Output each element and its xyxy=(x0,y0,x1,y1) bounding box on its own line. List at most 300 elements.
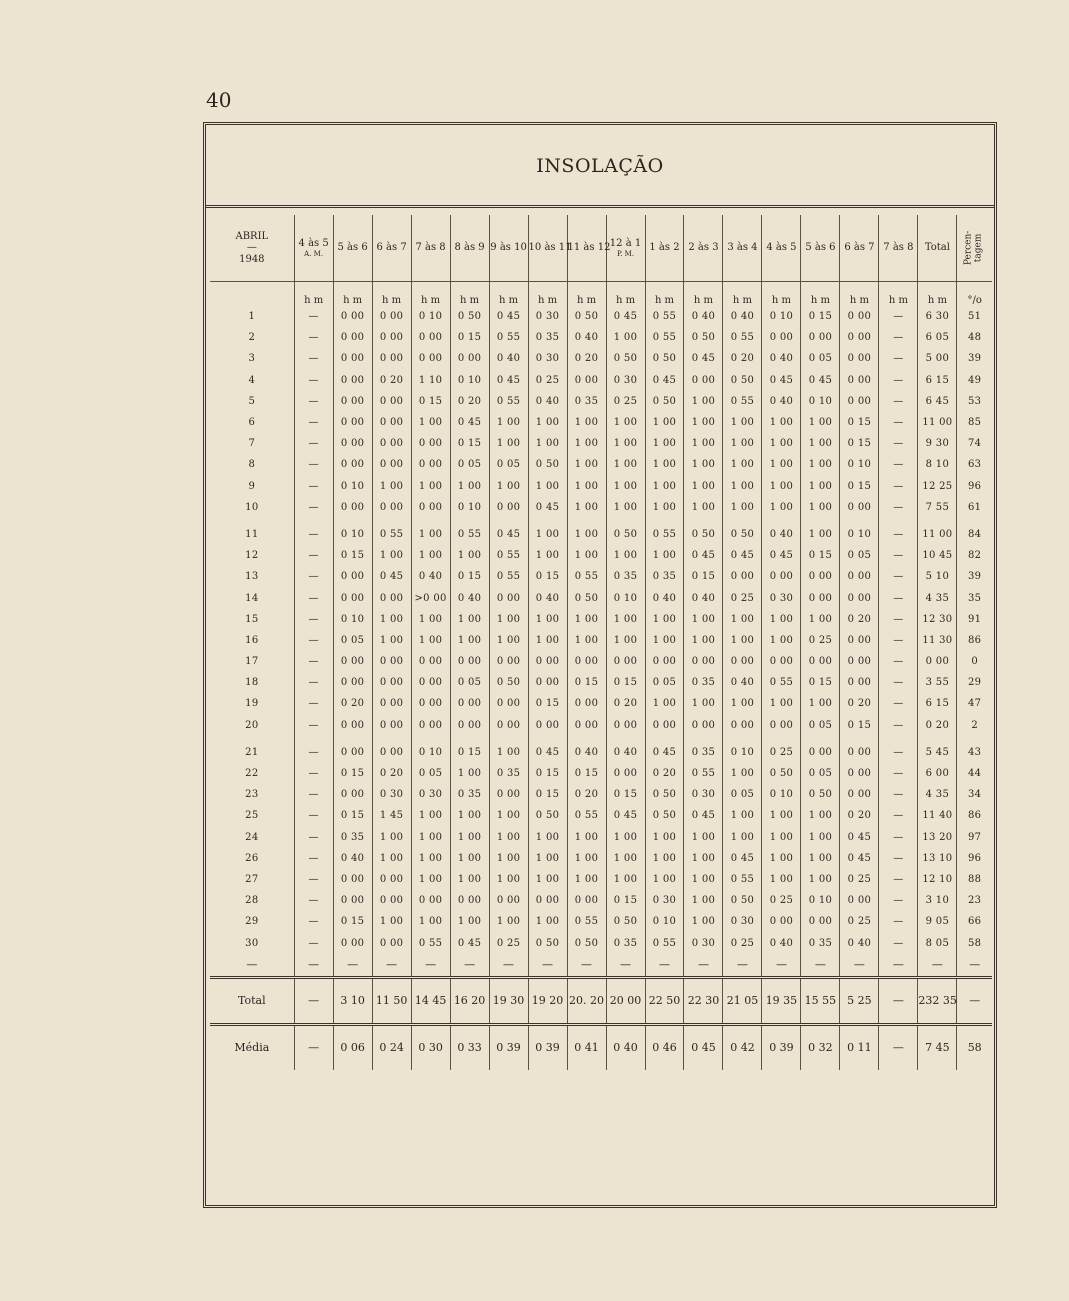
table-row xyxy=(210,433,992,454)
table-cell: 0 05 xyxy=(333,630,372,651)
table-cell: — xyxy=(879,763,918,784)
table-cell: 58 xyxy=(957,932,992,953)
table-cell: 0 00 xyxy=(333,327,372,348)
table-cell: 1 00 xyxy=(684,476,723,497)
table-cell: 19 20 xyxy=(528,977,567,1024)
table-row xyxy=(210,306,992,327)
table-cell: 0 10 xyxy=(840,454,879,475)
header-col-line: 4 às 5 xyxy=(766,242,797,254)
header-col-line: 8 às 9 xyxy=(454,242,485,254)
table-cell: 1 00 xyxy=(372,476,411,497)
table-cell: 0 00 xyxy=(333,869,372,890)
table-cell: 7 45 xyxy=(918,1024,957,1070)
table-cell: 0 00 xyxy=(372,412,411,433)
table-cell: 0 00 xyxy=(372,587,411,608)
table-cell: 1 00 xyxy=(606,848,645,869)
table-cell: 0 55 xyxy=(723,869,762,890)
table-cell: 1 00 xyxy=(645,848,684,869)
header-percentage xyxy=(957,215,992,282)
table-row xyxy=(210,869,992,890)
table-cell: 0 05 xyxy=(801,763,840,784)
table-cell: 0 45 xyxy=(723,848,762,869)
table-cell: 0 35 xyxy=(801,932,840,953)
table-cell: 1 00 xyxy=(684,609,723,630)
table-cell: 1 00 xyxy=(372,545,411,566)
table-cell: — xyxy=(840,954,879,978)
table-cell: 0 20 xyxy=(840,609,879,630)
table-cell: 0 10 xyxy=(411,306,450,327)
table-cell: 232 35 xyxy=(918,977,957,1024)
table-cell: 0 00 xyxy=(762,911,801,932)
table-cell: 0 40 xyxy=(762,932,801,953)
table-cell: 0 15 xyxy=(528,693,567,714)
table-cell: h m xyxy=(489,282,528,307)
table-row xyxy=(210,412,992,433)
table-cell: 34 xyxy=(957,784,992,805)
table-cell: 39 xyxy=(957,566,992,587)
table-cell: — xyxy=(879,827,918,848)
header-col-5 xyxy=(489,215,528,282)
table-cell: 0 10 xyxy=(450,497,489,518)
header-col-line: Total xyxy=(924,242,950,254)
table-cell: 1 00 xyxy=(567,497,606,518)
table-cell: 1 00 xyxy=(528,524,567,545)
table-cell: 0 05 xyxy=(723,784,762,805)
table-row xyxy=(210,609,992,630)
table-cell: 0 50 xyxy=(684,524,723,545)
table-cell: — xyxy=(879,412,918,433)
header-col-3 xyxy=(411,215,450,282)
table-cell: — xyxy=(645,954,684,978)
table-cell: 21 05 xyxy=(723,977,762,1024)
table-cell: 1 00 xyxy=(489,848,528,869)
table-cell: — xyxy=(879,977,918,1024)
table-cell: 1 00 xyxy=(606,497,645,518)
table-cell: — xyxy=(294,784,333,805)
table-cell: h m xyxy=(840,282,879,307)
table-cell: 0 40 xyxy=(840,932,879,953)
table-cell: 3 10 xyxy=(918,890,957,911)
table-cell: 0 40 xyxy=(411,566,450,587)
table-cell: — xyxy=(879,672,918,693)
table-cell: 43 xyxy=(957,742,992,763)
table-cell: 0 15 xyxy=(840,476,879,497)
table-cell: >0 00 xyxy=(411,587,450,608)
table-cell: 0 00 xyxy=(567,651,606,672)
table-cell: 9 05 xyxy=(918,911,957,932)
table-cell: 1 00 xyxy=(684,890,723,911)
table-cell xyxy=(210,282,294,307)
table-cell: 0 35 xyxy=(684,672,723,693)
header-col-line: 4 às 5 xyxy=(298,238,329,250)
table-cell: 0 25 xyxy=(762,890,801,911)
table-cell: 85 xyxy=(957,412,992,433)
table-row xyxy=(210,391,992,412)
table-cell: 0 00 xyxy=(333,890,372,911)
table-cell: 0 00 xyxy=(606,763,645,784)
table-cell: — xyxy=(606,954,645,978)
table-cell: 12 25 xyxy=(918,476,957,497)
table-cell: 0 10 xyxy=(450,370,489,391)
table-cell: — xyxy=(294,524,333,545)
table-cell: 1 00 xyxy=(528,545,567,566)
table-cell: 0 15 xyxy=(567,763,606,784)
table-cell: 0 00 xyxy=(411,433,450,454)
table-cell: 1 00 xyxy=(606,827,645,848)
table-cell: 0 39 xyxy=(528,1024,567,1070)
table-cell: 1 00 xyxy=(567,433,606,454)
table-cell: — xyxy=(294,630,333,651)
table-cell: 5 45 xyxy=(918,742,957,763)
table-cell: 0 00 xyxy=(333,412,372,433)
table-cell: 0 55 xyxy=(645,524,684,545)
table-cell: 0 25 xyxy=(528,370,567,391)
table-cell: — xyxy=(879,545,918,566)
table-cell: 1 00 xyxy=(450,911,489,932)
table-cell: 0 45 xyxy=(762,545,801,566)
dash-row xyxy=(210,954,992,978)
table-cell: 0 30 xyxy=(372,784,411,805)
table-cell: 0 45 xyxy=(528,497,567,518)
table-cell: 1 00 xyxy=(372,911,411,932)
table-cell: 1 00 xyxy=(645,454,684,475)
header-col-line: 11 às 12 xyxy=(567,242,611,254)
table-cell: 0 45 xyxy=(801,370,840,391)
table-cell: 1 00 xyxy=(762,609,801,630)
header-col-line: P. M. xyxy=(616,249,635,258)
table-cell: 0 25 xyxy=(762,742,801,763)
table-cell: 1 00 xyxy=(489,412,528,433)
header-col-7 xyxy=(567,215,611,282)
table-cell: 0 00 xyxy=(840,784,879,805)
table-cell: 0 15 xyxy=(840,715,879,736)
table-cell: 0 10 xyxy=(411,742,450,763)
table-cell: 0 00 xyxy=(372,327,411,348)
table-cell: — xyxy=(567,954,606,978)
table-cell: 1 00 xyxy=(567,869,606,890)
table-cell: 1 00 xyxy=(801,476,840,497)
table-cell: 0 15 xyxy=(567,672,606,693)
table-cell: 0 40 xyxy=(450,587,489,608)
table-cell: 1 00 xyxy=(489,742,528,763)
table-cell: 0 55 xyxy=(489,566,528,587)
table-cell: 0 00 xyxy=(372,454,411,475)
table-cell: — xyxy=(957,954,992,978)
table-cell: h m xyxy=(879,282,918,307)
table-cell: 3 55 xyxy=(918,672,957,693)
table-cell: 6 15 xyxy=(918,693,957,714)
table-cell: 86 xyxy=(957,630,992,651)
table-cell: 1 00 xyxy=(528,433,567,454)
page-number: 40 xyxy=(206,88,232,112)
table-cell: — xyxy=(294,476,333,497)
table-cell: 84 xyxy=(957,524,992,545)
table-cell: 8 xyxy=(248,459,256,471)
table-cell: 29 xyxy=(245,916,259,928)
table-cell: h m xyxy=(645,282,684,307)
table-cell: — xyxy=(294,370,333,391)
table-cell: — xyxy=(210,954,294,978)
insolation-table xyxy=(210,215,992,1070)
header-col-line: 6 às 7 xyxy=(376,242,407,254)
table-cell: — xyxy=(879,1024,918,1070)
table-cell: 1 00 xyxy=(684,869,723,890)
table-cell: — xyxy=(879,609,918,630)
table-cell: 1 00 xyxy=(528,630,567,651)
table-cell: 0 15 xyxy=(450,566,489,587)
table-cell: 1 00 xyxy=(606,433,645,454)
table-cell: 0 15 xyxy=(840,433,879,454)
table-cell: 19 30 xyxy=(489,977,528,1024)
table-cell: 0 55 xyxy=(684,763,723,784)
table-cell: — xyxy=(801,954,840,978)
table-cell: 27 xyxy=(245,873,259,885)
table-cell: 0 00 xyxy=(762,566,801,587)
table-cell: 1 00 xyxy=(489,827,528,848)
table-cell: 1 00 xyxy=(645,693,684,714)
table-cell: 0 30 xyxy=(645,890,684,911)
table-cell: 3 xyxy=(248,353,256,365)
header-col-line: 5 às 6 xyxy=(805,242,836,254)
table-cell: 0 45 xyxy=(684,348,723,369)
table-cell: 23 xyxy=(245,789,259,801)
table-cell: — xyxy=(294,327,333,348)
table-cell: — xyxy=(879,476,918,497)
table-cell: 0 00 xyxy=(489,587,528,608)
table-cell: 1 00 xyxy=(645,412,684,433)
table-cell: 0 00 xyxy=(489,784,528,805)
table-cell: 0 00 xyxy=(840,763,879,784)
table-cell: 0 00 xyxy=(528,890,567,911)
table-cell: 1 00 xyxy=(411,545,450,566)
table-cell: 1 00 xyxy=(528,609,567,630)
table-cell: Média xyxy=(234,1041,270,1055)
table-cell: 6 00 xyxy=(918,763,957,784)
table-cell: 23 xyxy=(957,890,992,911)
table-cell: 0 00 xyxy=(333,566,372,587)
table-cell: 1 00 xyxy=(684,827,723,848)
table-cell: 0 00 xyxy=(372,693,411,714)
table-cell: 0 30 xyxy=(723,911,762,932)
table-cell: 0 50 xyxy=(606,911,645,932)
table-cell: 0 20 xyxy=(450,391,489,412)
table-cell: — xyxy=(489,954,528,978)
table-cell: 14 xyxy=(245,592,259,604)
table-cell: h m xyxy=(801,282,840,307)
table-cell: — xyxy=(879,587,918,608)
header-col-10 xyxy=(684,215,723,282)
table-cell: 0 30 xyxy=(411,1024,450,1070)
table-cell: 0 40 xyxy=(567,327,606,348)
table-cell: 0 45 xyxy=(840,848,879,869)
media-row xyxy=(210,1024,992,1070)
table-cell: 0 50 xyxy=(567,587,606,608)
table-cell: — xyxy=(879,890,918,911)
table-cell: — xyxy=(879,742,918,763)
table-cell: 0 00 xyxy=(840,370,879,391)
table-cell: 5 00 xyxy=(918,348,957,369)
table-cell: — xyxy=(294,715,333,736)
table-cell: 0 55 xyxy=(567,566,606,587)
table-cell: 0 45 xyxy=(684,1024,723,1070)
table-cell: 0 00 xyxy=(450,348,489,369)
table-cell: 1 00 xyxy=(489,630,528,651)
table-cell: 0 11 xyxy=(840,1024,879,1070)
table-cell: — xyxy=(879,524,918,545)
table-cell: 1 00 xyxy=(489,869,528,890)
table-cell: 0 55 xyxy=(567,805,606,826)
table-cell: 0 25 xyxy=(723,932,762,953)
table-row xyxy=(210,497,992,518)
table-cell: 0 00 xyxy=(372,715,411,736)
table-cell: 0 25 xyxy=(489,932,528,953)
table-cell: 0 00 xyxy=(918,651,957,672)
table-cell: 0 30 xyxy=(684,784,723,805)
table-cell: 58 xyxy=(957,1024,992,1070)
table-cell: 1 00 xyxy=(801,412,840,433)
table-cell: 0 42 xyxy=(723,1024,762,1070)
table-cell: — xyxy=(684,954,723,978)
table-cell: 0 50 xyxy=(567,932,606,953)
table-cell: 0 30 xyxy=(684,932,723,953)
table-cell: 0 45 xyxy=(450,412,489,433)
table-cell: 1 00 xyxy=(528,911,567,932)
table-cell: — xyxy=(879,954,918,978)
table-cell: 0 00 xyxy=(840,587,879,608)
table-cell: 0 00 xyxy=(567,715,606,736)
table-cell: 0 55 xyxy=(762,672,801,693)
table-cell: 0 15 xyxy=(801,672,840,693)
header-dash: — xyxy=(246,242,257,254)
table-cell: 0 40 xyxy=(684,587,723,608)
table-cell: 12 30 xyxy=(918,609,957,630)
table-cell: — xyxy=(294,391,333,412)
table-cell: 0 00 xyxy=(840,651,879,672)
table-cell: — xyxy=(879,693,918,714)
table-cell: 0 00 xyxy=(840,630,879,651)
table-cell: 0 50 xyxy=(762,763,801,784)
table-cell: 0 55 xyxy=(567,911,606,932)
table-cell: 1 00 xyxy=(489,476,528,497)
header-col-line: 9 às 10 xyxy=(490,242,527,254)
table-cell: — xyxy=(294,742,333,763)
table-cell: 25 xyxy=(245,810,259,822)
table-cell: 1 00 xyxy=(801,805,840,826)
table-cell: 0 00 xyxy=(645,651,684,672)
table-cell: 1 00 xyxy=(567,630,606,651)
table-cell: 1 00 xyxy=(411,524,450,545)
header-col-16 xyxy=(918,215,957,282)
table-cell: 11 00 xyxy=(918,524,957,545)
table-cell: 1 00 xyxy=(606,545,645,566)
table-frame xyxy=(203,122,997,1208)
table-cell: — xyxy=(333,954,372,978)
table-cell: 1 00 xyxy=(645,497,684,518)
table-cell: — xyxy=(879,370,918,391)
table-cell: 0 xyxy=(957,651,992,672)
table-cell: 0 00 xyxy=(840,306,879,327)
table-cell: 0 35 xyxy=(645,566,684,587)
table-cell: — xyxy=(879,306,918,327)
table-cell: 1 00 xyxy=(762,454,801,475)
table-cell: — xyxy=(879,454,918,475)
table-cell: 0 00 xyxy=(840,566,879,587)
table-cell: 1 00 xyxy=(645,545,684,566)
table-cell: 19 35 xyxy=(762,977,801,1024)
table-cell: — xyxy=(879,348,918,369)
table-cell: — xyxy=(879,327,918,348)
table-cell: 0 00 xyxy=(801,742,840,763)
table-cell: 18 xyxy=(245,677,259,689)
table-cell: 0 05 xyxy=(645,672,684,693)
table-row xyxy=(210,348,992,369)
table-cell: — xyxy=(294,609,333,630)
table-cell: 1 00 xyxy=(450,805,489,826)
table-cell: 0 00 xyxy=(528,715,567,736)
table-cell: 0 00 xyxy=(450,890,489,911)
header-col-11 xyxy=(723,215,762,282)
table-cell: h m xyxy=(684,282,723,307)
table-cell: 0 00 xyxy=(333,306,372,327)
table-cell: 1 00 xyxy=(723,693,762,714)
table-cell: 1 00 xyxy=(450,630,489,651)
table-cell: 17 xyxy=(245,656,259,668)
table-cell: 0 05 xyxy=(450,454,489,475)
table-cell: 0 15 xyxy=(450,742,489,763)
table-cell: 0 40 xyxy=(762,348,801,369)
table-cell: 16 20 xyxy=(450,977,489,1024)
table-cell: 0 40 xyxy=(723,306,762,327)
table-cell: 1 00 xyxy=(606,327,645,348)
table-row xyxy=(210,566,992,587)
table-cell: 47 xyxy=(957,693,992,714)
table-cell: — xyxy=(294,348,333,369)
table-cell: — xyxy=(879,932,918,953)
table-cell: 0 15 xyxy=(606,784,645,805)
header-percentage-line: tagem xyxy=(973,233,984,263)
table-cell: 1 00 xyxy=(801,433,840,454)
table-cell: — xyxy=(723,954,762,978)
table-cell: 0 00 xyxy=(333,784,372,805)
table-cell: 0 20 xyxy=(840,805,879,826)
table-cell: 1 00 xyxy=(762,693,801,714)
table-cell: 1 00 xyxy=(762,848,801,869)
table-cell: 1 10 xyxy=(411,370,450,391)
table-row xyxy=(210,545,992,566)
table-cell: 0 40 xyxy=(333,848,372,869)
table-cell: 1 00 xyxy=(411,805,450,826)
table-cell: 0 00 xyxy=(450,651,489,672)
table-cell: 0 50 xyxy=(528,805,567,826)
table-cell: 1 00 xyxy=(723,497,762,518)
table-cell: 2 xyxy=(248,332,256,344)
table-cell: 0 45 xyxy=(489,524,528,545)
table-cell: 0 35 xyxy=(567,391,606,412)
table-cell: 0 15 xyxy=(333,911,372,932)
table-cell: 1 00 xyxy=(801,827,840,848)
table-cell: 24 xyxy=(245,831,259,843)
table-cell: 1 00 xyxy=(606,476,645,497)
table-cell: 1 00 xyxy=(762,805,801,826)
table-cell: 1 00 xyxy=(762,869,801,890)
table-cell: 0 15 xyxy=(411,391,450,412)
table-cell: 1 00 xyxy=(528,869,567,890)
table-cell: 0 39 xyxy=(762,1024,801,1070)
table-cell: 1 00 xyxy=(567,545,606,566)
table-cell: — xyxy=(294,890,333,911)
table-cell: 0 45 xyxy=(528,742,567,763)
table-cell: 0 00 xyxy=(333,651,372,672)
